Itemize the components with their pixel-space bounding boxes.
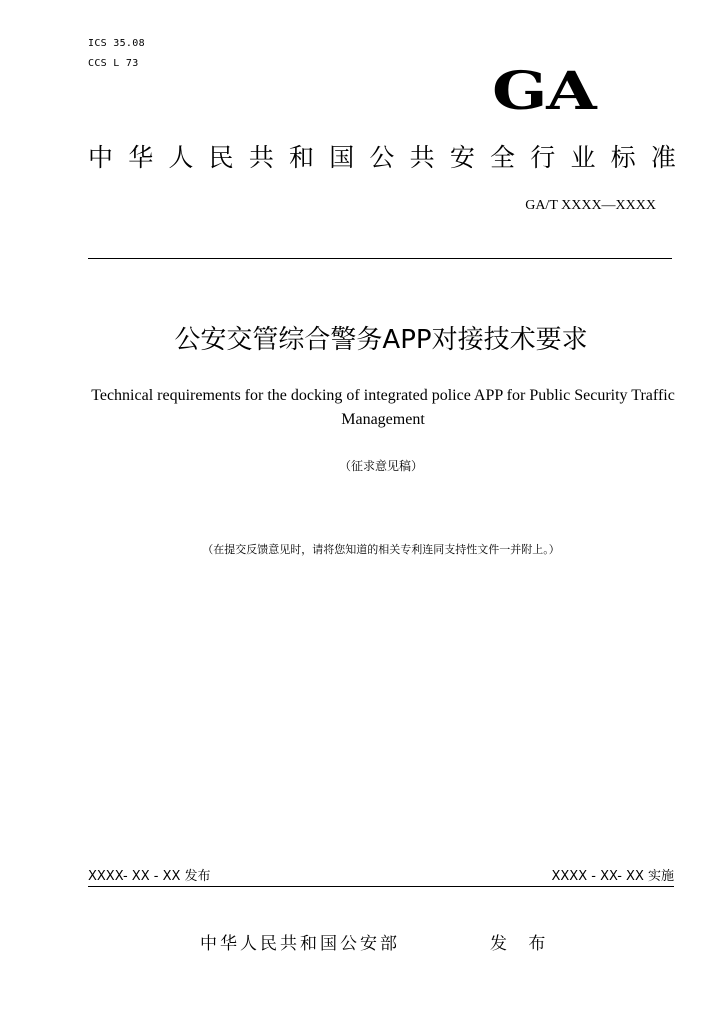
patent-feedback-note: （在提交反馈意见时，请将您知道的相关专利连同支持性文件一并附上。）	[202, 543, 560, 556]
standard-type-char: 全	[490, 143, 516, 172]
standard-type-char: 公	[369, 143, 395, 172]
standard-type-char: 民	[208, 143, 234, 172]
issue-date: XXXX- XX - XX 发布	[88, 869, 211, 884]
standard-type-char: 行	[530, 143, 556, 172]
standard-type-title	[88, 142, 676, 174]
publish-label: 发 布	[490, 934, 554, 954]
standard-type-char: 安	[449, 143, 475, 172]
ccs-code: CCS L 73	[88, 58, 139, 69]
standard-number: GA/T XXXX—XXXX	[525, 198, 656, 213]
standard-type-char: 标	[610, 143, 636, 172]
draft-status: （征求意见稿）	[338, 459, 423, 473]
document-title-english: Technical requirements for the docking of integrated police APP for Public Security Traffic Management	[91, 387, 675, 428]
header-divider	[88, 258, 672, 259]
ics-code: ICS 35.08	[88, 38, 145, 49]
standard-type-char: 人	[168, 143, 194, 172]
standard-type-char: 和	[289, 143, 315, 172]
footer-divider	[88, 886, 674, 887]
standard-type-char: 共	[409, 143, 435, 172]
document-title-chinese: 公安交管综合警务APP对接技术要求	[174, 325, 588, 355]
standard-type-char: 业	[570, 143, 596, 172]
standard-type-char: 中	[88, 143, 114, 172]
implementation-date: XXXX - XX- XX 实施	[551, 869, 674, 884]
standard-type-char: 共	[248, 143, 274, 172]
standard-type-char: 国	[329, 143, 355, 172]
standard-type-char: 准	[650, 143, 676, 172]
standard-type-char: 华	[128, 143, 154, 172]
publisher-name: 中华人民共和国公安部	[200, 934, 400, 954]
ga-logo: GA	[492, 61, 596, 122]
